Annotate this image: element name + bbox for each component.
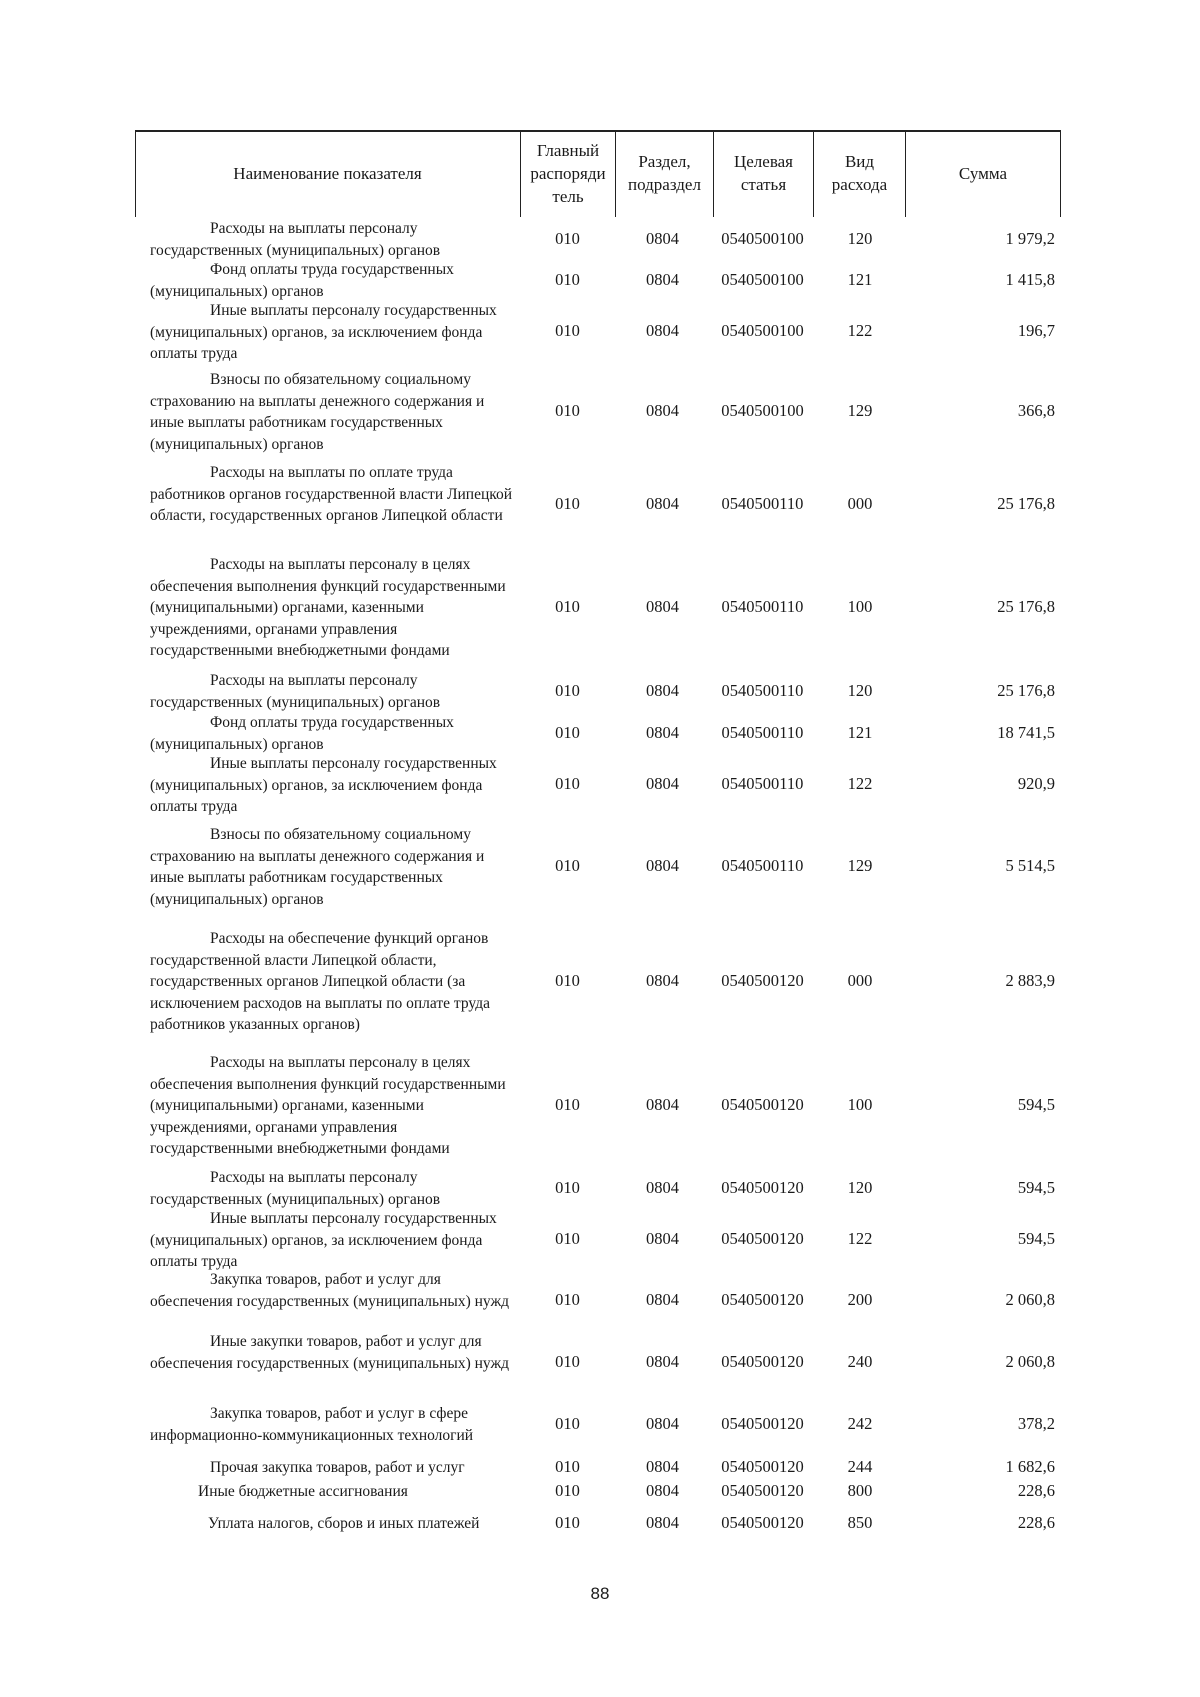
header-border-left: [135, 130, 136, 217]
row-celevaya: 0540500100: [721, 321, 804, 340]
row-summa: 378,2: [1017, 1414, 1055, 1433]
row-razdel: 0804: [646, 1229, 679, 1248]
row-glav: 010: [555, 321, 580, 340]
row-glav: 010: [555, 1481, 580, 1500]
row-summa: 228,6: [1017, 1481, 1055, 1500]
row-glav: 010: [555, 856, 580, 875]
row-glav: 010: [555, 1095, 580, 1114]
row-razdel: 0804: [646, 723, 679, 742]
row-vid: 122: [847, 1229, 873, 1248]
row-vid: 242: [847, 1414, 873, 1433]
row-summa: 5 514,5: [1005, 856, 1055, 875]
row-name: Иные выплаты персоналу государственных (муниципальных) органов, за исключением фонда оплаты труда: [150, 302, 497, 362]
header-divider-1: [520, 130, 521, 217]
row-celevaya: 0540500120: [721, 971, 804, 990]
row-name: Фонд оплаты труда государственных (муниципальных) органов: [150, 714, 454, 753]
row-razdel: 0804: [646, 229, 679, 248]
row-name: Расходы на обеспечение функций органов государственной власти Липецкой области, государственных органов Липецкой области (за исключением расходов на выплаты по оплате труда работников указанных органов): [150, 930, 490, 1033]
row-summa: 2 060,8: [1005, 1352, 1055, 1371]
row-razdel: 0804: [646, 1095, 679, 1114]
row-name: Расходы на выплаты персоналу в целях обеспечения выполнения функций государственными (муниципальными) органами, казенными учреждениями, органами управления государственными внебюджетными фондами: [150, 556, 506, 659]
row-name: Взносы по обязательному социальному страхованию на выплаты денежного содержания и иные выплаты работникам государственных (муниципальных) органов: [150, 371, 485, 453]
row-vid: 244: [847, 1457, 873, 1476]
row-summa: 366,8: [1017, 401, 1055, 420]
row-glav: 010: [555, 1178, 580, 1197]
row-summa: 1 682,6: [1005, 1457, 1055, 1476]
row-celevaya: 0540500120: [721, 1414, 804, 1433]
row-summa: 1 979,2: [1005, 229, 1055, 248]
row-vid: 800: [847, 1481, 873, 1500]
page-number: 88: [590, 1584, 610, 1603]
row-vid: 000: [847, 971, 873, 990]
row-vid: 100: [847, 1095, 873, 1114]
header-vid: Вид расхода: [831, 152, 888, 194]
row-summa: 594,5: [1017, 1178, 1055, 1197]
row-name: Иные закупки товаров, работ и услуг для обеспечения государственных (муниципальных) нужд: [150, 1333, 510, 1372]
row-summa: 18 741,5: [997, 723, 1055, 742]
row-vid: 850: [847, 1513, 873, 1532]
row-summa: 196,7: [1017, 321, 1055, 340]
row-celevaya: 0540500100: [721, 270, 804, 289]
row-celevaya: 0540500120: [721, 1290, 804, 1309]
row-razdel: 0804: [646, 681, 679, 700]
row-razdel: 0804: [646, 270, 679, 289]
row-glav: 010: [555, 1290, 580, 1309]
row-summa: 2 883,9: [1005, 971, 1055, 990]
row-glav: 010: [555, 270, 580, 289]
row-razdel: 0804: [646, 1481, 679, 1500]
row-summa: 594,5: [1017, 1229, 1055, 1248]
row-summa: 2 060,8: [1005, 1290, 1055, 1309]
header-razdel: Раздел, подраздел: [628, 152, 701, 194]
row-name: Иные выплаты персоналу государственных (муниципальных) органов, за исключением фонда оплаты труда: [150, 755, 497, 815]
row-vid: 122: [847, 774, 873, 793]
row-vid: 120: [847, 229, 873, 248]
row-name: Расходы на выплаты персоналу государственных (муниципальных) органов: [150, 672, 441, 711]
row-summa: 1 415,8: [1005, 270, 1055, 289]
row-celevaya: 0540500110: [721, 774, 804, 793]
row-name: Расходы на выплаты персоналу государственных (муниципальных) органов: [150, 1169, 441, 1208]
row-vid: 122: [847, 321, 873, 340]
header-cel: Целевая статья: [733, 152, 794, 194]
row-summa: 920,9: [1017, 774, 1055, 793]
row-celevaya: 0540500120: [721, 1457, 804, 1476]
row-vid: 121: [847, 270, 873, 289]
row-glav: 010: [555, 1457, 580, 1476]
row-summa: 594,5: [1017, 1095, 1055, 1114]
row-name: Расходы на выплаты по оплате труда работников органов государственной власти Липецкой области, государственных органов Липецкой области: [150, 464, 513, 524]
row-razdel: 0804: [646, 401, 679, 420]
row-summa: 228,6: [1017, 1513, 1055, 1532]
row-celevaya: 0540500110: [721, 494, 804, 513]
row-celevaya: 0540500110: [721, 723, 804, 742]
row-vid: 121: [847, 723, 873, 742]
row-razdel: 0804: [646, 1414, 679, 1433]
row-glav: 010: [555, 1414, 580, 1433]
row-razdel: 0804: [646, 774, 679, 793]
row-razdel: 0804: [646, 321, 679, 340]
row-vid: 100: [847, 597, 873, 616]
row-celevaya: 0540500110: [721, 681, 804, 700]
row-name: Взносы по обязательному социальному страхованию на выплаты денежного содержания и иные выплаты работникам государственных (муниципальных) органов: [150, 826, 485, 908]
row-razdel: 0804: [646, 597, 679, 616]
row-razdel: 0804: [646, 1513, 679, 1532]
row-summa: 25 176,8: [997, 681, 1055, 700]
header-border-right: [1060, 130, 1061, 217]
row-glav: 010: [555, 681, 580, 700]
row-summa: 25 176,8: [997, 597, 1055, 616]
header-divider-2: [615, 130, 616, 217]
row-name: Расходы на выплаты персоналу в целях обеспечения выполнения функций государственными (муниципальными) органами, казенными учреждениями, органами управления государственными внебюджетными фондами: [150, 1054, 506, 1157]
row-vid: 120: [847, 681, 873, 700]
header-name: Наименование показателя: [233, 163, 422, 183]
row-glav: 010: [555, 597, 580, 616]
row-vid: 200: [847, 1290, 873, 1309]
row-vid: 129: [847, 856, 873, 875]
row-razdel: 0804: [646, 1457, 679, 1476]
row-name: Закупка товаров, работ и услуг в сфере информационно-коммуникационных технологий: [150, 1405, 474, 1444]
row-vid: 000: [847, 494, 873, 513]
row-celevaya: 0540500120: [721, 1095, 804, 1114]
row-glav: 010: [555, 229, 580, 248]
row-razdel: 0804: [646, 1178, 679, 1197]
header-glav: Главный распоряди тель: [530, 140, 606, 206]
row-razdel: 0804: [646, 494, 679, 513]
row-celevaya: 0540500100: [721, 229, 804, 248]
header-summa: Сумма: [958, 163, 1008, 183]
row-vid: 240: [847, 1352, 873, 1371]
row-celevaya: 0540500120: [721, 1481, 804, 1500]
row-vid: 120: [847, 1178, 873, 1197]
row-razdel: 0804: [646, 856, 679, 875]
row-name: Закупка товаров, работ и услуг для обеспечения государственных (муниципальных) нужд: [150, 1271, 510, 1310]
row-razdel: 0804: [646, 971, 679, 990]
row-razdel: 0804: [646, 1290, 679, 1309]
row-name: Прочая закупка товаров, работ и услуг: [210, 1459, 465, 1476]
row-glav: 010: [555, 723, 580, 742]
header-divider-5: [905, 130, 906, 217]
header-divider-3: [713, 130, 714, 217]
row-celevaya: 0540500110: [721, 856, 804, 875]
row-razdel: 0804: [646, 1352, 679, 1371]
row-name: Расходы на выплаты персоналу государственных (муниципальных) органов: [150, 220, 441, 259]
row-name: Иные выплаты персоналу государственных (муниципальных) органов, за исключением фонда оплаты труда: [150, 1210, 497, 1270]
row-celevaya: 0540500120: [721, 1513, 804, 1532]
row-glav: 010: [555, 971, 580, 990]
row-glav: 010: [555, 774, 580, 793]
row-glav: 010: [555, 1229, 580, 1248]
header-divider-4: [813, 130, 814, 217]
row-name: Уплата налогов, сборов и иных платежей: [208, 1515, 480, 1532]
row-celevaya: 0540500120: [721, 1178, 804, 1197]
row-celevaya: 0540500110: [721, 597, 804, 616]
row-celevaya: 0540500100: [721, 401, 804, 420]
row-celevaya: 0540500120: [721, 1352, 804, 1371]
row-celevaya: 0540500120: [721, 1229, 804, 1248]
row-glav: 010: [555, 1352, 580, 1371]
row-summa: 25 176,8: [997, 494, 1055, 513]
row-glav: 010: [555, 494, 580, 513]
row-glav: 010: [555, 401, 580, 420]
row-name: Иные бюджетные ассигнования: [198, 1483, 408, 1500]
row-glav: 010: [555, 1513, 580, 1532]
row-name: Фонд оплаты труда государственных (муниципальных) органов: [150, 261, 454, 300]
row-vid: 129: [847, 401, 873, 420]
